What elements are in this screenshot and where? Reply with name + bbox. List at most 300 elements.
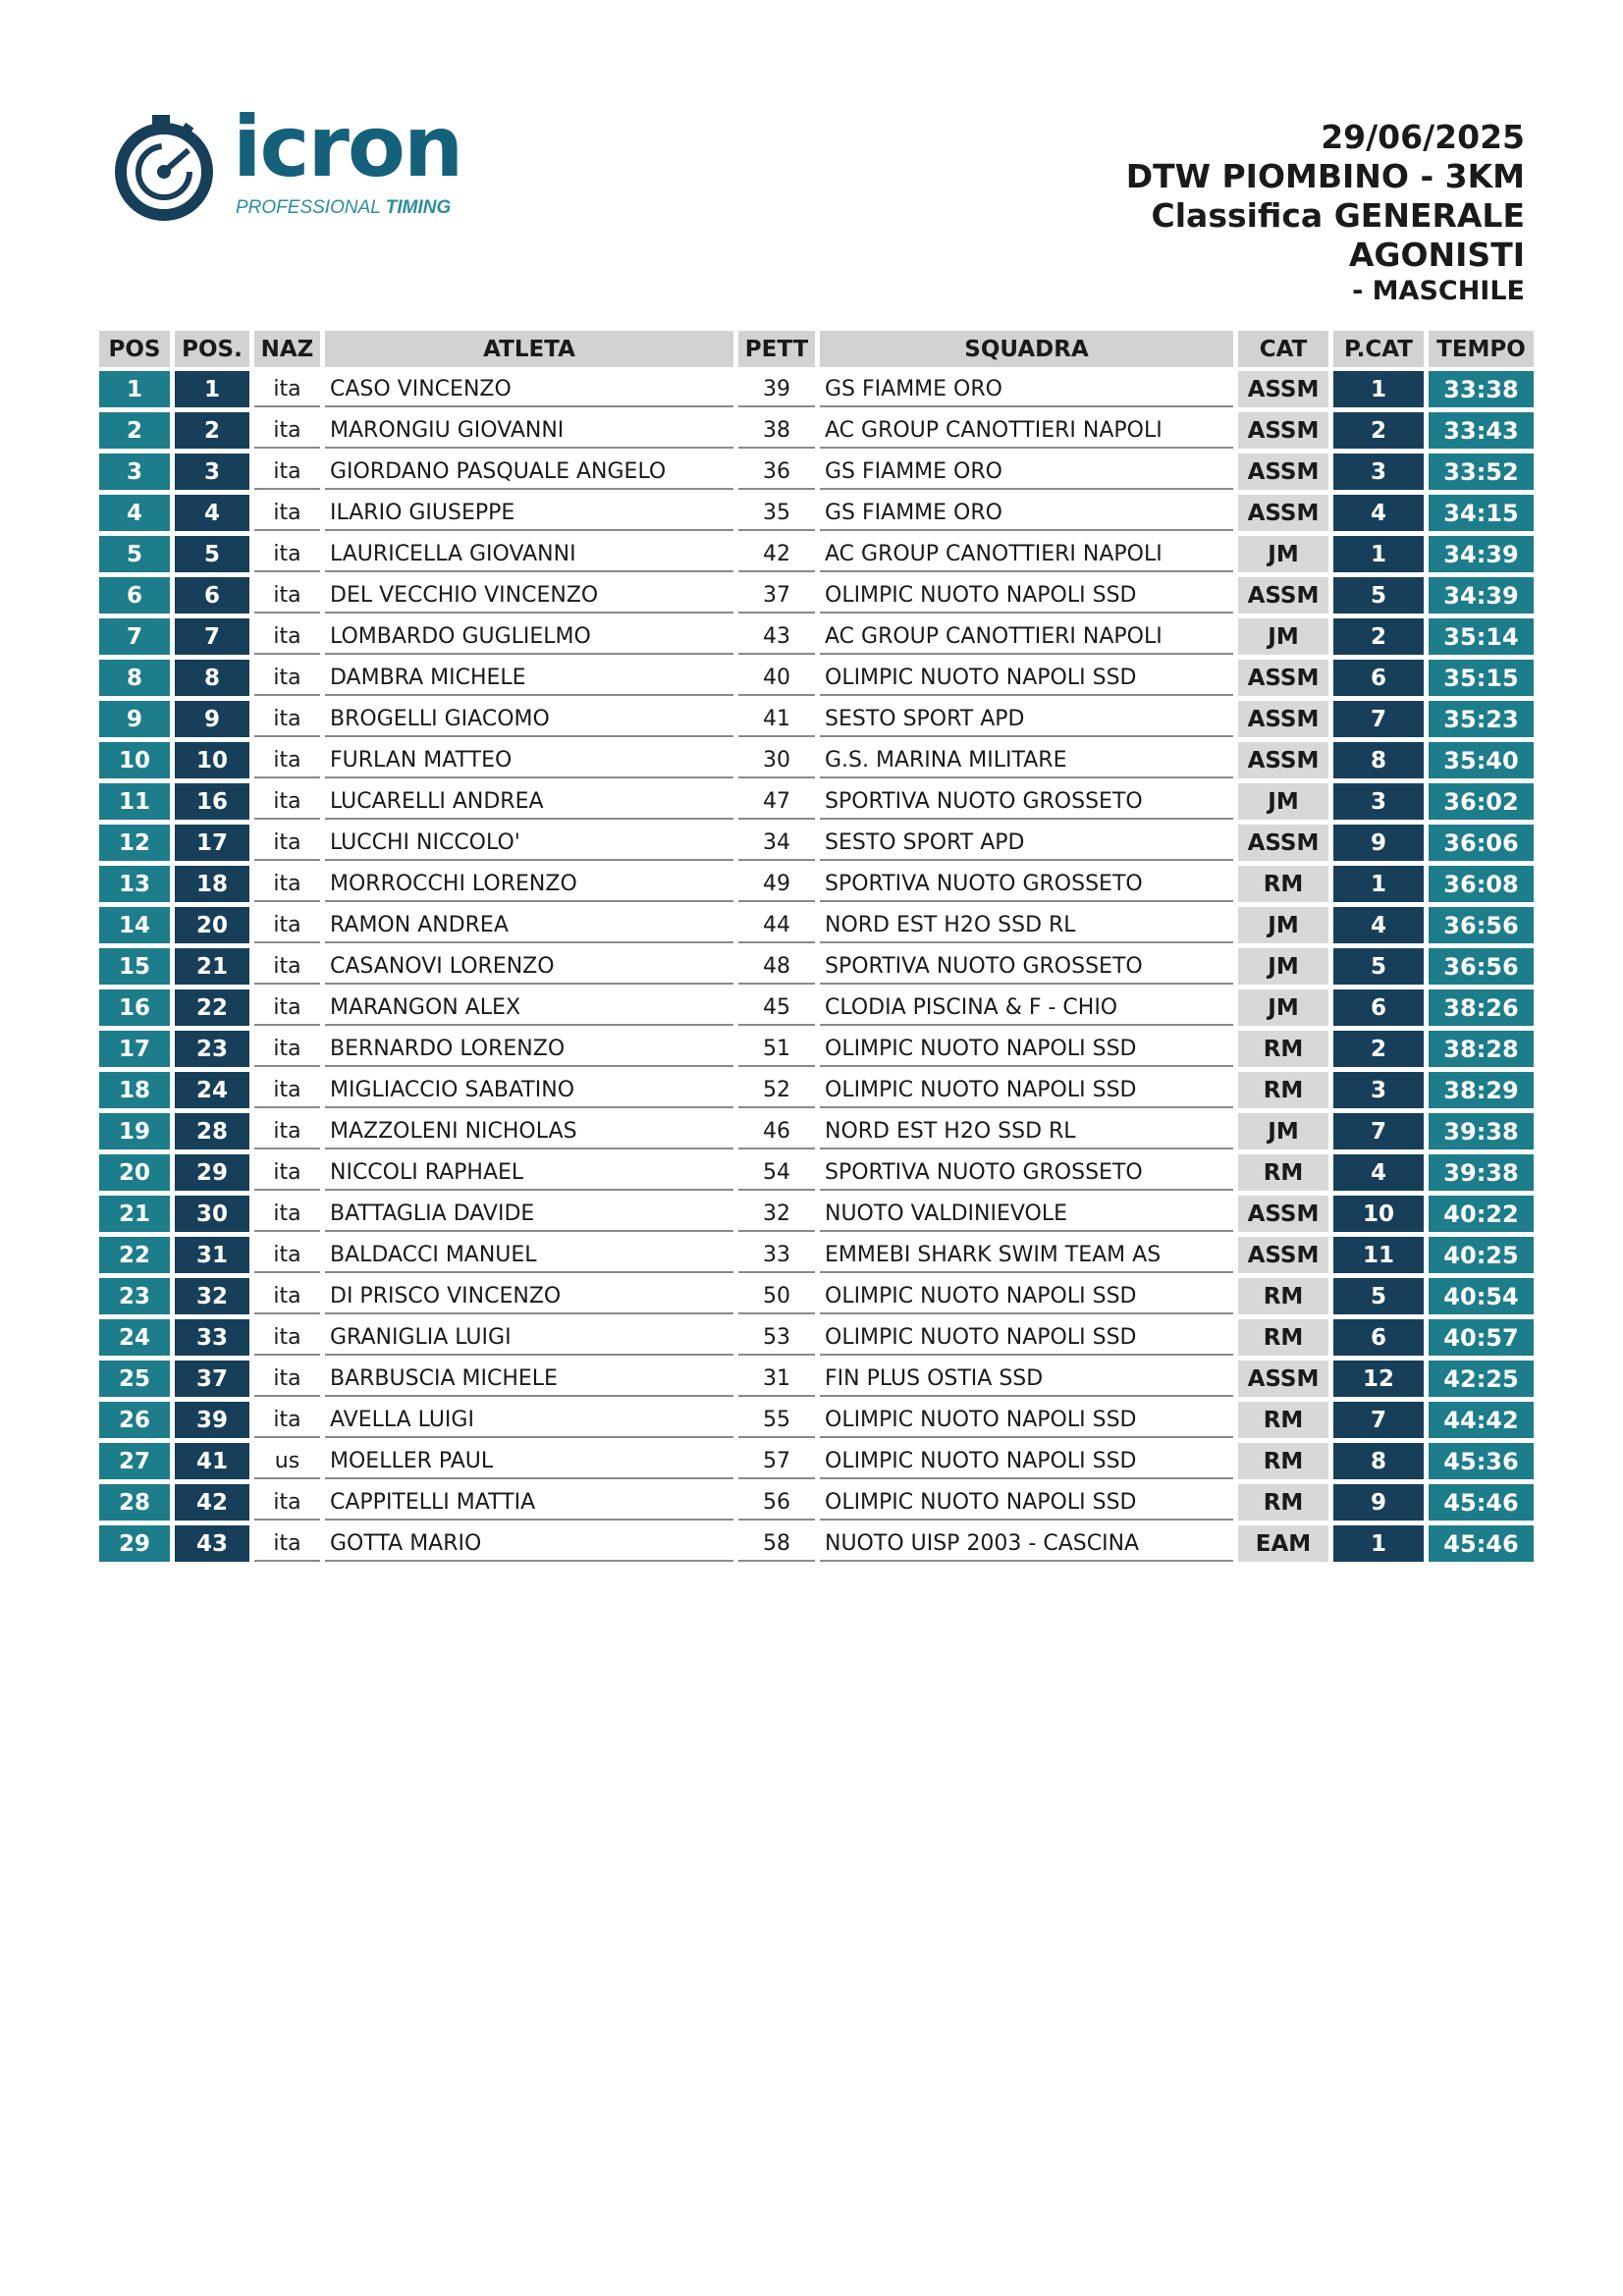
table-row bbox=[99, 1443, 1534, 1484]
cell-cat: RM bbox=[1238, 1031, 1328, 1072]
cell-pett: 42 bbox=[738, 536, 815, 577]
cell-pos-overall: 43 bbox=[175, 1525, 249, 1567]
table-row bbox=[99, 1319, 1534, 1361]
cell-tempo: 45:46 bbox=[1429, 1525, 1534, 1567]
cell-squadra: SESTO SPORT APD bbox=[820, 701, 1233, 742]
table-row bbox=[99, 866, 1534, 907]
cell-pos-overall: 31 bbox=[175, 1237, 249, 1278]
cell-pcat: 8 bbox=[1333, 1443, 1424, 1484]
cell-squadra: GS FIAMME ORO bbox=[820, 454, 1233, 495]
cell-tempo: 40:54 bbox=[1429, 1278, 1534, 1319]
cell-pos: 4 bbox=[99, 495, 170, 536]
cell-cat: JM bbox=[1238, 536, 1328, 577]
cell-pos: 22 bbox=[99, 1237, 170, 1278]
cell-cat: ASSM bbox=[1238, 412, 1328, 454]
cell-cat: JM bbox=[1238, 948, 1328, 989]
cell-pett: 55 bbox=[738, 1402, 815, 1443]
cell-pos: 12 bbox=[99, 825, 170, 866]
cell-pos-overall: 33 bbox=[175, 1319, 249, 1361]
cell-pett: 36 bbox=[738, 454, 815, 495]
cell-squadra: OLIMPIC NUOTO NAPOLI SSD bbox=[820, 660, 1233, 701]
cell-pos-overall: 23 bbox=[175, 1031, 249, 1072]
cell-naz: ita bbox=[254, 618, 320, 660]
cell-atleta: FURLAN MATTEO bbox=[325, 742, 733, 783]
cell-pett: 35 bbox=[738, 495, 815, 536]
cell-naz: ita bbox=[254, 1072, 320, 1113]
cell-cat: ASSM bbox=[1238, 495, 1328, 536]
cell-pett: 54 bbox=[738, 1154, 815, 1196]
results-table bbox=[94, 331, 1539, 1567]
cell-pett: 52 bbox=[738, 1072, 815, 1113]
cell-naz: ita bbox=[254, 825, 320, 866]
cell-naz: ita bbox=[254, 1237, 320, 1278]
cell-pett: 50 bbox=[738, 1278, 815, 1319]
cell-pos-overall: 17 bbox=[175, 825, 249, 866]
cell-pcat: 4 bbox=[1333, 907, 1424, 948]
cell-atleta: RAMON ANDREA bbox=[325, 907, 733, 948]
cell-cat: RM bbox=[1238, 1484, 1328, 1525]
cell-atleta: CASO VINCENZO bbox=[325, 371, 733, 412]
cell-atleta: ILARIO GIUSEPPE bbox=[325, 495, 733, 536]
cell-tempo: 33:52 bbox=[1429, 454, 1534, 495]
cell-pos: 9 bbox=[99, 701, 170, 742]
cell-tempo: 40:25 bbox=[1429, 1237, 1534, 1278]
cell-tempo: 34:15 bbox=[1429, 495, 1534, 536]
cell-atleta: MARANGON ALEX bbox=[325, 989, 733, 1031]
cell-squadra: NUOTO VALDINIEVOLE bbox=[820, 1196, 1233, 1237]
cell-squadra: AC GROUP CANOTTIERI NAPOLI bbox=[820, 536, 1233, 577]
cell-pett: 30 bbox=[738, 742, 815, 783]
cell-pett: 46 bbox=[738, 1113, 815, 1154]
cell-tempo: 39:38 bbox=[1429, 1154, 1534, 1196]
cell-atleta: BALDACCI MANUEL bbox=[325, 1237, 733, 1278]
header-atleta: ATLETA bbox=[325, 331, 733, 371]
cell-naz: ita bbox=[254, 577, 320, 618]
cell-tempo: 36:06 bbox=[1429, 825, 1534, 866]
table-row bbox=[99, 1237, 1534, 1278]
cell-naz: ita bbox=[254, 701, 320, 742]
cell-naz: ita bbox=[254, 742, 320, 783]
cell-pcat: 1 bbox=[1333, 371, 1424, 412]
table-row bbox=[99, 618, 1534, 660]
cell-pcat: 7 bbox=[1333, 1113, 1424, 1154]
cell-pcat: 6 bbox=[1333, 989, 1424, 1031]
cell-cat: RM bbox=[1238, 1402, 1328, 1443]
header-cat: CAT bbox=[1238, 331, 1328, 371]
logo-subtitle-b: TIMING bbox=[385, 197, 452, 218]
cell-pett: 49 bbox=[738, 866, 815, 907]
cell-squadra: GS FIAMME ORO bbox=[820, 495, 1233, 536]
cell-pos: 14 bbox=[99, 907, 170, 948]
cell-pett: 48 bbox=[738, 948, 815, 989]
cell-pos-overall: 8 bbox=[175, 660, 249, 701]
table-row bbox=[99, 1113, 1534, 1154]
header-naz: NAZ bbox=[254, 331, 320, 371]
table-row bbox=[99, 989, 1534, 1031]
cell-tempo: 44:42 bbox=[1429, 1402, 1534, 1443]
cell-naz: ita bbox=[254, 948, 320, 989]
cell-pos: 5 bbox=[99, 536, 170, 577]
cell-pcat: 2 bbox=[1333, 412, 1424, 454]
table-row bbox=[99, 1072, 1534, 1113]
cell-naz: ita bbox=[254, 371, 320, 412]
cell-pos: 16 bbox=[99, 989, 170, 1031]
cell-squadra: OLIMPIC NUOTO NAPOLI SSD bbox=[820, 1319, 1233, 1361]
cell-atleta: BATTAGLIA DAVIDE bbox=[325, 1196, 733, 1237]
table-row bbox=[99, 1402, 1534, 1443]
cell-naz: ita bbox=[254, 495, 320, 536]
cell-pos-overall: 2 bbox=[175, 412, 249, 454]
cell-pos-overall: 37 bbox=[175, 1361, 249, 1402]
cell-pos-overall: 21 bbox=[175, 948, 249, 989]
table-row bbox=[99, 412, 1534, 454]
table-row bbox=[99, 1196, 1534, 1237]
cell-tempo: 36:08 bbox=[1429, 866, 1534, 907]
cell-pos-overall: 30 bbox=[175, 1196, 249, 1237]
cell-squadra: NORD EST H2O SSD RL bbox=[820, 1113, 1233, 1154]
table-row bbox=[99, 825, 1534, 866]
cell-pos: 3 bbox=[99, 454, 170, 495]
cell-squadra: G.S. MARINA MILITARE bbox=[820, 742, 1233, 783]
cell-pos-overall: 20 bbox=[175, 907, 249, 948]
cell-cat: RM bbox=[1238, 1154, 1328, 1196]
cell-pett: 34 bbox=[738, 825, 815, 866]
cell-atleta: GOTTA MARIO bbox=[325, 1525, 733, 1567]
cell-squadra: SESTO SPORT APD bbox=[820, 825, 1233, 866]
header-pcat: P.CAT bbox=[1333, 331, 1424, 371]
cell-pos-overall: 29 bbox=[175, 1154, 249, 1196]
cell-tempo: 35:15 bbox=[1429, 660, 1534, 701]
cell-atleta: MARONGIU GIOVANNI bbox=[325, 412, 733, 454]
cell-cat: ASSM bbox=[1238, 1237, 1328, 1278]
cell-squadra: OLIMPIC NUOTO NAPOLI SSD bbox=[820, 1402, 1233, 1443]
cell-atleta: CASANOVI LORENZO bbox=[325, 948, 733, 989]
cell-pos: 13 bbox=[99, 866, 170, 907]
cell-squadra: OLIMPIC NUOTO NAPOLI SSD bbox=[820, 577, 1233, 618]
cell-squadra: NUOTO UISP 2003 - CASCINA bbox=[820, 1525, 1233, 1567]
header-squadra: SQUADRA bbox=[820, 331, 1233, 371]
report-header bbox=[1126, 118, 1525, 308]
cell-cat: ASSM bbox=[1238, 454, 1328, 495]
cell-pett: 38 bbox=[738, 412, 815, 454]
table-row bbox=[99, 701, 1534, 742]
cell-atleta: AVELLA LUIGI bbox=[325, 1402, 733, 1443]
cell-tempo: 40:22 bbox=[1429, 1196, 1534, 1237]
cell-pett: 58 bbox=[738, 1525, 815, 1567]
cell-atleta: LUCCHI NICCOLO' bbox=[325, 825, 733, 866]
cell-pett: 40 bbox=[738, 660, 815, 701]
cell-pett: 57 bbox=[738, 1443, 815, 1484]
cell-naz: ita bbox=[254, 989, 320, 1031]
table-row bbox=[99, 495, 1534, 536]
cell-squadra: FIN PLUS OSTIA SSD bbox=[820, 1361, 1233, 1402]
cell-pett: 41 bbox=[738, 701, 815, 742]
cell-squadra: OLIMPIC NUOTO NAPOLI SSD bbox=[820, 1072, 1233, 1113]
classification-title: Classifica GENERALE bbox=[1151, 196, 1525, 235]
cell-cat: RM bbox=[1238, 1072, 1328, 1113]
cell-naz: ita bbox=[254, 1402, 320, 1443]
cell-pcat: 11 bbox=[1333, 1237, 1424, 1278]
cell-cat: ASSM bbox=[1238, 825, 1328, 866]
table-row bbox=[99, 1484, 1534, 1525]
header-tempo: TEMPO bbox=[1429, 331, 1534, 371]
table-row bbox=[99, 742, 1534, 783]
cell-cat: ASSM bbox=[1238, 742, 1328, 783]
cell-atleta: DI PRISCO VINCENZO bbox=[325, 1278, 733, 1319]
cell-atleta: BARBUSCIA MICHELE bbox=[325, 1361, 733, 1402]
cell-squadra: AC GROUP CANOTTIERI NAPOLI bbox=[820, 412, 1233, 454]
cell-tempo: 45:46 bbox=[1429, 1484, 1534, 1525]
cell-tempo: 36:02 bbox=[1429, 783, 1534, 825]
logo-subtitle bbox=[236, 197, 451, 219]
cell-pos: 27 bbox=[99, 1443, 170, 1484]
cell-pos-overall: 10 bbox=[175, 742, 249, 783]
cell-naz: ita bbox=[254, 536, 320, 577]
cell-pos: 6 bbox=[99, 577, 170, 618]
cell-naz: ita bbox=[254, 1525, 320, 1567]
cell-pos: 15 bbox=[99, 948, 170, 989]
logo-subtitle-a: PROFESSIONAL bbox=[236, 197, 381, 218]
table-header-row bbox=[99, 331, 1534, 371]
cell-tempo: 39:38 bbox=[1429, 1113, 1534, 1154]
cell-naz: ita bbox=[254, 1196, 320, 1237]
cell-pcat: 2 bbox=[1333, 618, 1424, 660]
cell-naz: ita bbox=[254, 1484, 320, 1525]
cell-naz: ita bbox=[254, 1113, 320, 1154]
cell-atleta: BERNARDO LORENZO bbox=[325, 1031, 733, 1072]
event-date: 29/06/2025 bbox=[1321, 118, 1525, 156]
cell-pcat: 5 bbox=[1333, 948, 1424, 989]
cell-pcat: 10 bbox=[1333, 1196, 1424, 1237]
cell-pcat: 2 bbox=[1333, 1031, 1424, 1072]
table-row bbox=[99, 1525, 1534, 1567]
cell-cat: ASSM bbox=[1238, 701, 1328, 742]
table-row bbox=[99, 1031, 1534, 1072]
cell-pos-overall: 41 bbox=[175, 1443, 249, 1484]
cell-cat: JM bbox=[1238, 907, 1328, 948]
cell-tempo: 34:39 bbox=[1429, 536, 1534, 577]
cell-tempo: 38:29 bbox=[1429, 1072, 1534, 1113]
cell-pos: 25 bbox=[99, 1361, 170, 1402]
cell-pos: 28 bbox=[99, 1484, 170, 1525]
cell-pcat: 6 bbox=[1333, 660, 1424, 701]
cell-atleta: LUCARELLI ANDREA bbox=[325, 783, 733, 825]
cell-pcat: 9 bbox=[1333, 825, 1424, 866]
cell-atleta: GIORDANO PASQUALE ANGELO bbox=[325, 454, 733, 495]
cell-pett: 43 bbox=[738, 618, 815, 660]
cell-pos: 23 bbox=[99, 1278, 170, 1319]
table-row bbox=[99, 1154, 1534, 1196]
cell-naz: ita bbox=[254, 454, 320, 495]
cell-pos-overall: 28 bbox=[175, 1113, 249, 1154]
header-pos-overall: POS. bbox=[175, 331, 249, 371]
cell-squadra: OLIMPIC NUOTO NAPOLI SSD bbox=[820, 1484, 1233, 1525]
cell-squadra: SPORTIVA NUOTO GROSSETO bbox=[820, 1154, 1233, 1196]
cell-atleta: MOELLER PAUL bbox=[325, 1443, 733, 1484]
cell-squadra: OLIMPIC NUOTO NAPOLI SSD bbox=[820, 1031, 1233, 1072]
cell-pcat: 1 bbox=[1333, 1525, 1424, 1567]
cell-pcat: 1 bbox=[1333, 866, 1424, 907]
cell-atleta: LAURICELLA GIOVANNI bbox=[325, 536, 733, 577]
cell-atleta: GRANIGLIA LUIGI bbox=[325, 1319, 733, 1361]
cell-pett: 47 bbox=[738, 783, 815, 825]
cell-naz: us bbox=[254, 1443, 320, 1484]
cell-pos-overall: 6 bbox=[175, 577, 249, 618]
cell-pos-overall: 16 bbox=[175, 783, 249, 825]
cell-pos: 2 bbox=[99, 412, 170, 454]
cell-tempo: 34:39 bbox=[1429, 577, 1534, 618]
cell-tempo: 36:56 bbox=[1429, 907, 1534, 948]
cell-cat: JM bbox=[1238, 783, 1328, 825]
cell-pcat: 4 bbox=[1333, 1154, 1424, 1196]
cell-pcat: 3 bbox=[1333, 454, 1424, 495]
cell-naz: ita bbox=[254, 1361, 320, 1402]
cell-cat: JM bbox=[1238, 618, 1328, 660]
cell-pos-overall: 4 bbox=[175, 495, 249, 536]
cell-pett: 53 bbox=[738, 1319, 815, 1361]
cell-tempo: 38:28 bbox=[1429, 1031, 1534, 1072]
cell-naz: ita bbox=[254, 1154, 320, 1196]
cell-pos: 18 bbox=[99, 1072, 170, 1113]
cell-pcat: 8 bbox=[1333, 742, 1424, 783]
table-row bbox=[99, 454, 1534, 495]
cell-pcat: 4 bbox=[1333, 495, 1424, 536]
cell-pett: 44 bbox=[738, 907, 815, 948]
event-name: DTW PIOMBINO - 3KM bbox=[1125, 157, 1525, 195]
cell-atleta: DEL VECCHIO VINCENZO bbox=[325, 577, 733, 618]
cell-pos: 24 bbox=[99, 1319, 170, 1361]
cell-pett: 39 bbox=[738, 371, 815, 412]
cell-pos: 26 bbox=[99, 1402, 170, 1443]
gender-title: - MASCHILE bbox=[1352, 276, 1525, 306]
cell-tempo: 45:36 bbox=[1429, 1443, 1534, 1484]
cell-cat: RM bbox=[1238, 1319, 1328, 1361]
cell-squadra: EMMEBI SHARK SWIM TEAM AS bbox=[820, 1237, 1233, 1278]
cell-pcat: 12 bbox=[1333, 1361, 1424, 1402]
cell-pos: 1 bbox=[99, 371, 170, 412]
cell-pcat: 9 bbox=[1333, 1484, 1424, 1525]
cell-squadra: OLIMPIC NUOTO NAPOLI SSD bbox=[820, 1278, 1233, 1319]
cell-tempo: 38:26 bbox=[1429, 989, 1534, 1031]
cell-pcat: 5 bbox=[1333, 577, 1424, 618]
table-row bbox=[99, 1278, 1534, 1319]
cell-atleta: DAMBRA MICHELE bbox=[325, 660, 733, 701]
cell-pos-overall: 3 bbox=[175, 454, 249, 495]
cell-pos: 29 bbox=[99, 1525, 170, 1567]
cell-cat: JM bbox=[1238, 989, 1328, 1031]
table-row bbox=[99, 577, 1534, 618]
cell-squadra: CLODIA PISCINA & F - CHIO bbox=[820, 989, 1233, 1031]
cell-naz: ita bbox=[254, 1319, 320, 1361]
cell-squadra: SPORTIVA NUOTO GROSSETO bbox=[820, 783, 1233, 825]
cell-pett: 56 bbox=[738, 1484, 815, 1525]
cell-tempo: 40:57 bbox=[1429, 1319, 1534, 1361]
cell-pett: 33 bbox=[738, 1237, 815, 1278]
cell-pos: 7 bbox=[99, 618, 170, 660]
cell-tempo: 33:43 bbox=[1429, 412, 1534, 454]
cell-pett: 37 bbox=[738, 577, 815, 618]
table-row bbox=[99, 1361, 1534, 1402]
table-row bbox=[99, 783, 1534, 825]
cell-cat: RM bbox=[1238, 866, 1328, 907]
cell-naz: ita bbox=[254, 1031, 320, 1072]
cell-squadra: SPORTIVA NUOTO GROSSETO bbox=[820, 948, 1233, 989]
cell-squadra: NORD EST H2O SSD RL bbox=[820, 907, 1233, 948]
cell-atleta: BROGELLI GIACOMO bbox=[325, 701, 733, 742]
cell-tempo: 42:25 bbox=[1429, 1361, 1534, 1402]
cell-pos-overall: 39 bbox=[175, 1402, 249, 1443]
cell-tempo: 35:23 bbox=[1429, 701, 1534, 742]
cell-pcat: 6 bbox=[1333, 1319, 1424, 1361]
logo-wordmark: icron bbox=[233, 98, 462, 196]
cell-pett: 51 bbox=[738, 1031, 815, 1072]
cell-pos-overall: 32 bbox=[175, 1278, 249, 1319]
cell-pos-overall: 7 bbox=[175, 618, 249, 660]
cell-pos: 19 bbox=[99, 1113, 170, 1154]
cell-cat: RM bbox=[1238, 1278, 1328, 1319]
cell-pos-overall: 18 bbox=[175, 866, 249, 907]
header-pos: POS bbox=[99, 331, 170, 371]
cell-squadra: AC GROUP CANOTTIERI NAPOLI bbox=[820, 618, 1233, 660]
cell-atleta: CAPPITELLI MATTIA bbox=[325, 1484, 733, 1525]
cell-tempo: 35:40 bbox=[1429, 742, 1534, 783]
cell-pos-overall: 1 bbox=[175, 371, 249, 412]
table-row bbox=[99, 907, 1534, 948]
cell-pett: 32 bbox=[738, 1196, 815, 1237]
cell-pos-overall: 22 bbox=[175, 989, 249, 1031]
cell-cat: ASSM bbox=[1238, 1361, 1328, 1402]
cell-pett: 45 bbox=[738, 989, 815, 1031]
cell-pcat: 3 bbox=[1333, 783, 1424, 825]
cell-pcat: 7 bbox=[1333, 701, 1424, 742]
cell-cat: JM bbox=[1238, 1113, 1328, 1154]
cell-pos-overall: 9 bbox=[175, 701, 249, 742]
cell-pos: 21 bbox=[99, 1196, 170, 1237]
cell-tempo: 36:56 bbox=[1429, 948, 1534, 989]
cell-atleta: LOMBARDO GUGLIELMO bbox=[325, 618, 733, 660]
cell-pos: 11 bbox=[99, 783, 170, 825]
cell-cat: ASSM bbox=[1238, 1196, 1328, 1237]
cell-naz: ita bbox=[254, 907, 320, 948]
cell-tempo: 35:14 bbox=[1429, 618, 1534, 660]
cell-pcat: 3 bbox=[1333, 1072, 1424, 1113]
cell-cat: RM bbox=[1238, 1443, 1328, 1484]
stopwatch-logo-icon bbox=[110, 113, 218, 221]
table-row bbox=[99, 948, 1534, 989]
cell-cat: ASSM bbox=[1238, 660, 1328, 701]
cell-tempo: 33:38 bbox=[1429, 371, 1534, 412]
cell-pos-overall: 42 bbox=[175, 1484, 249, 1525]
cell-pos: 20 bbox=[99, 1154, 170, 1196]
cell-pcat: 5 bbox=[1333, 1278, 1424, 1319]
cell-atleta: NICCOLI RAPHAEL bbox=[325, 1154, 733, 1196]
cell-pos: 8 bbox=[99, 660, 170, 701]
cell-cat: ASSM bbox=[1238, 371, 1328, 412]
header-pett: PETT bbox=[738, 331, 815, 371]
table-row bbox=[99, 660, 1534, 701]
cell-pos: 17 bbox=[99, 1031, 170, 1072]
cell-pcat: 7 bbox=[1333, 1402, 1424, 1443]
cell-squadra: SPORTIVA NUOTO GROSSETO bbox=[820, 866, 1233, 907]
cell-squadra: OLIMPIC NUOTO NAPOLI SSD bbox=[820, 1443, 1233, 1484]
cell-naz: ita bbox=[254, 660, 320, 701]
table-row bbox=[99, 536, 1534, 577]
cell-atleta: MIGLIACCIO SABATINO bbox=[325, 1072, 733, 1113]
cell-naz: ita bbox=[254, 1278, 320, 1319]
icron-logo bbox=[110, 98, 483, 226]
cell-pos-overall: 24 bbox=[175, 1072, 249, 1113]
cell-naz: ita bbox=[254, 783, 320, 825]
